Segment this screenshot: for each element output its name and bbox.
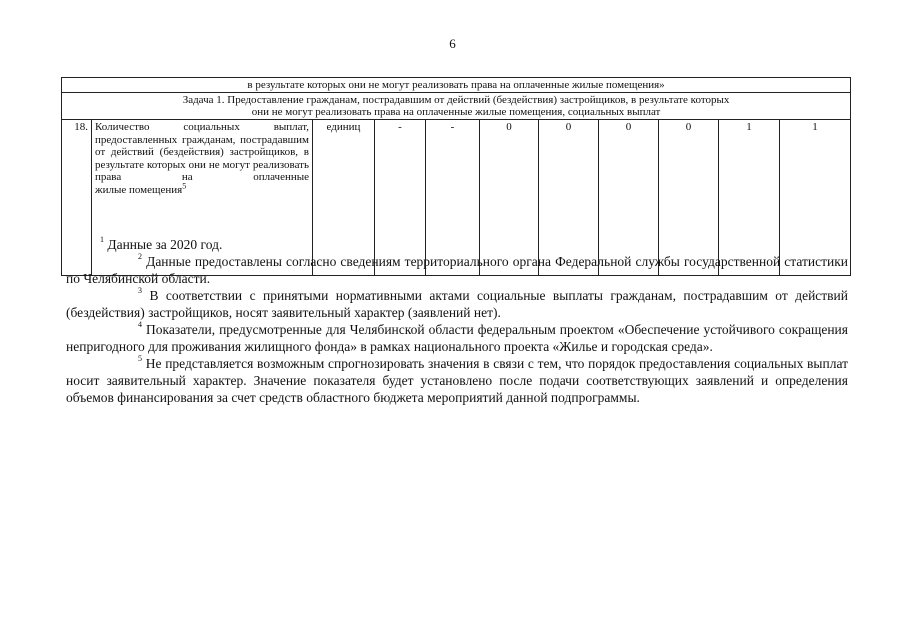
footnote-mark: 4 (138, 320, 142, 329)
row-value: 0 (539, 120, 599, 276)
footnote-text: Не представляется возможным спрогнозировать значения в связи с тем, что порядок предоставления социальных выплат носит заявительный характер. Значение показателя будет установлено после подачи соответствующих заявлений и определения объемов финансирования за счет средств областного бюджета мероприятий данной подпрограммы. (66, 356, 849, 405)
footnote-3 (66, 287, 848, 321)
footnote-text: Показатели, предусмотренные для Челябинской области федеральным проектом «Обеспечение устойчивого сокращения непригодного для проживания жилищного фонда» в рамках национального проекта «Жилье и городская среда». (66, 322, 848, 354)
task-line-2: они не могут реализовать права на оплаченные жилые помещения, социальных выплат (251, 106, 661, 118)
row-value: - (426, 120, 480, 276)
row-value: 1 (719, 120, 780, 276)
continuation-row (62, 78, 851, 93)
task-heading (62, 93, 851, 120)
footnote-mark: 2 (138, 252, 142, 261)
row-value: - (375, 120, 426, 276)
row-unit: единиц (313, 120, 375, 276)
footnote-5 (66, 355, 848, 406)
row-number: 18. (62, 120, 92, 276)
footnote-mark: 3 (138, 286, 142, 295)
task-row (62, 93, 851, 120)
footnote-4 (66, 321, 848, 355)
footnote-text: Данные предоставлены согласно сведениям территориального органа Федеральной службы государственной статистики по Челябинской области. (66, 254, 849, 286)
footnote-text: В соответствии с принятыми нормативными актами социальные выплаты гражданам, пострадавшим от действий (бездействия) застройщиков, носят заявительный характер (заявлений нет). (66, 288, 849, 320)
footnote-ref-5: 5 (182, 180, 187, 190)
row-description-text: Количество социальных выплат, предоставленных гражданам, пострадавшим от действий (бездействия) застройщиков, в результате которых они не могут реализовать права на оплаченные (95, 121, 309, 183)
row-value: 0 (480, 120, 539, 276)
footnote-2 (66, 253, 848, 287)
page-number: 6 (449, 36, 456, 51)
footnote-mark: 5 (138, 354, 142, 363)
footnote-text: Данные за 2020 год. (107, 237, 223, 252)
continuation-text: в результате которых они не могут реализовать права на оплаченные жилые помещения» (62, 78, 851, 93)
row-value: 0 (659, 120, 719, 276)
row-value: 0 (599, 120, 659, 276)
row-description-last: жилые помещения (95, 183, 183, 196)
row-value: 1 (780, 120, 851, 276)
footnote-1 (66, 236, 848, 253)
task-line-1: Задача 1. Предоставление гражданам, пострадавшим от действий (бездействия) застройщиков, в результате которых (182, 94, 730, 106)
footnotes (66, 236, 848, 406)
footnote-mark: 1 (100, 235, 104, 244)
